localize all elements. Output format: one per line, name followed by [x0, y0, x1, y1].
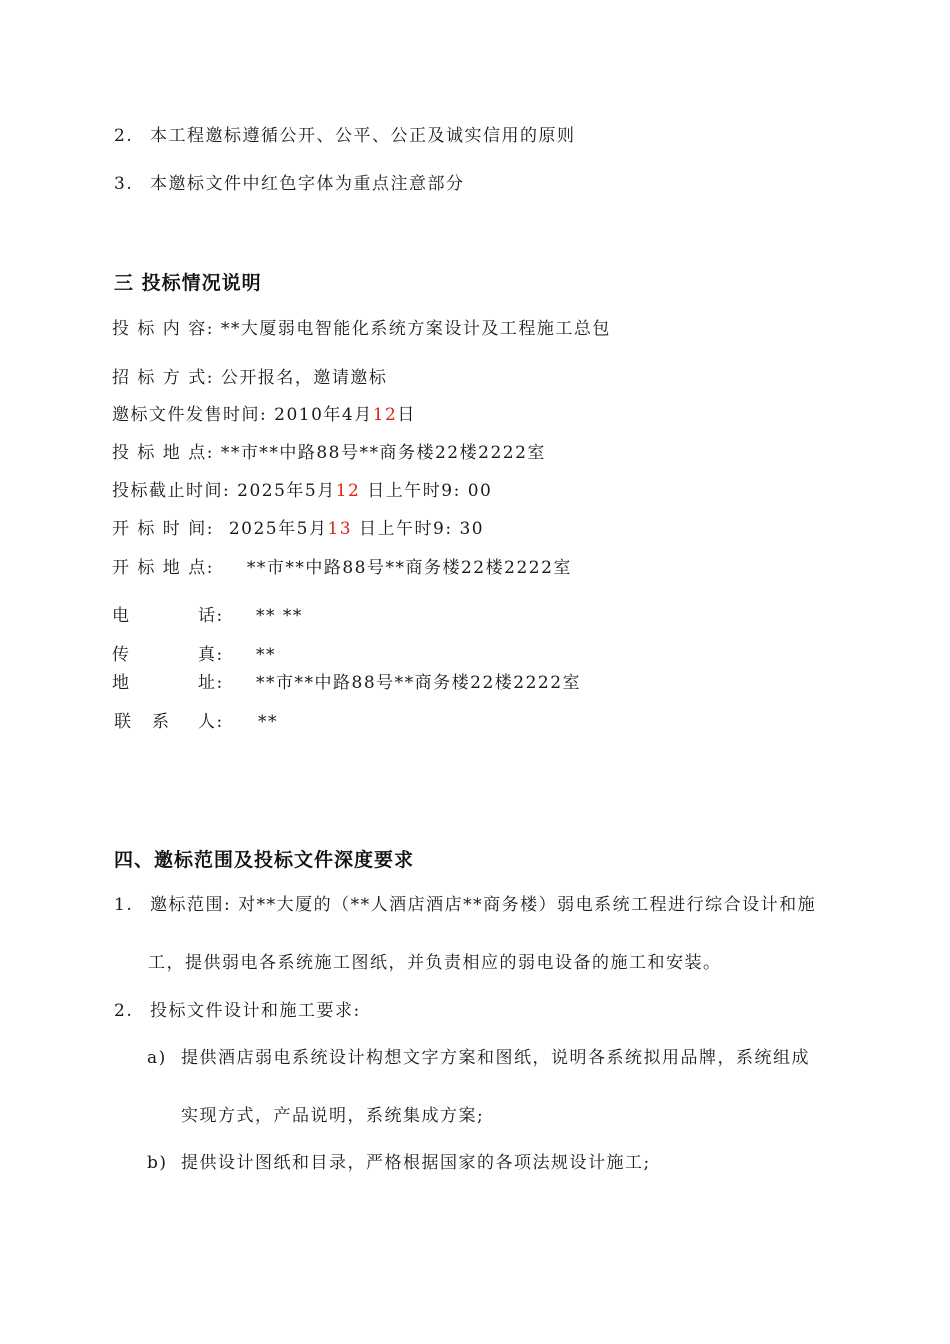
- phone-value: ** **: [256, 606, 303, 626]
- list-number: 3.: [114, 174, 134, 194]
- open-time-row: [112, 519, 484, 539]
- scope-item-1: [114, 895, 816, 915]
- issue-time-date: 2010年4月: [274, 405, 373, 425]
- issue-time-day: 12: [372, 405, 398, 425]
- address-value: **市**中路88号**商务楼22楼2222室: [256, 673, 582, 693]
- deadline-label: 投标截止时间:: [112, 481, 231, 501]
- deadline-row: [112, 481, 492, 501]
- bid-place-row: [112, 443, 546, 463]
- issue-time-label: 邀标文件发售时间:: [112, 405, 268, 425]
- requirement-a: [147, 1048, 810, 1068]
- issue-time-row: [112, 405, 416, 425]
- contact-label-3: 人:: [198, 712, 224, 732]
- list-number: 1.: [114, 895, 134, 915]
- intro-item-2: [114, 126, 576, 146]
- bid-place-label: 投 标 地 点:: [112, 443, 214, 463]
- contact-label-2: 系: [152, 712, 171, 732]
- open-time-day: 13: [327, 519, 353, 539]
- contact-value: **: [258, 712, 278, 732]
- open-place-label: 开 标 地 点:: [112, 558, 214, 578]
- fax-value: **: [256, 645, 276, 665]
- requirement-a-continued: 实现方式，产品说明，系统集成方案;: [181, 1106, 485, 1126]
- contact-label-1: 联: [114, 712, 133, 732]
- list-text: 投标文件设计和施工要求:: [150, 1001, 361, 1021]
- address-label-2: 址:: [198, 673, 224, 693]
- list-text: 邀标范围: 对**大厦的（**人酒店酒店**商务楼）弱电系统工程进行综合设计和施: [150, 895, 817, 915]
- sub-list-marker: a): [147, 1048, 167, 1068]
- issue-time-suffix: 日: [397, 405, 416, 425]
- list-number: 2.: [114, 1001, 134, 1021]
- section-3-title: 三 投标情况说明: [114, 272, 262, 294]
- list-number: 2.: [114, 126, 134, 146]
- tender-method-row: [112, 368, 387, 388]
- tender-method-value: 公开报名，邀请邀标: [220, 368, 388, 388]
- list-text: 本工程邀标遵循公开、公平、公正及诚实信用的原则: [150, 126, 576, 146]
- fax-label-2: 真:: [198, 645, 224, 665]
- intro-item-3: [114, 174, 465, 194]
- phone-label-1: 电: [112, 606, 131, 626]
- open-place-row: [112, 558, 572, 578]
- sub-list-text: 提供设计图纸和目录，严格根据国家的各项法规设计施工;: [181, 1153, 651, 1173]
- list-text: 本邀标文件中红色字体为重点注意部分: [150, 174, 465, 194]
- bid-content-label: 投 标 内 容:: [112, 319, 214, 339]
- section-4-title: 四、邀标范围及投标文件深度要求: [114, 849, 415, 871]
- deadline-time: 日上午时9: 00: [367, 481, 493, 501]
- sub-list-marker: b): [147, 1153, 168, 1173]
- open-place-value: **市**中路88号**商务楼22楼2222室: [246, 558, 572, 578]
- scope-item-2: [114, 1001, 361, 1021]
- deadline-date: 2025年5月: [237, 481, 336, 501]
- open-time-time: 日上午时9: 30: [359, 519, 485, 539]
- open-time-label: 开 标 时 间:: [112, 519, 214, 539]
- bid-content-row: [112, 319, 611, 339]
- sub-list-text: 提供酒店弱电系统设计构想文字方案和图纸，说明各系统拟用品牌，系统组成: [181, 1048, 810, 1068]
- address-label-1: 地: [112, 673, 131, 693]
- scope-item-1-continued: 工，提供弱电各系统施工图纸，并负责相应的弱电设备的施工和安装。: [148, 953, 722, 973]
- tender-method-label: 招 标 方 式:: [112, 368, 214, 388]
- bid-content-value: **大厦弱电智能化系统方案设计及工程施工总包: [220, 319, 611, 339]
- phone-label-2: 话:: [198, 606, 224, 626]
- bid-place-value: **市**中路88号**商务楼22楼2222室: [220, 443, 546, 463]
- fax-label-1: 传: [112, 645, 131, 665]
- requirement-b: [147, 1153, 651, 1173]
- deadline-day: 12: [335, 481, 361, 501]
- open-time-date: 2025年5月: [228, 519, 328, 539]
